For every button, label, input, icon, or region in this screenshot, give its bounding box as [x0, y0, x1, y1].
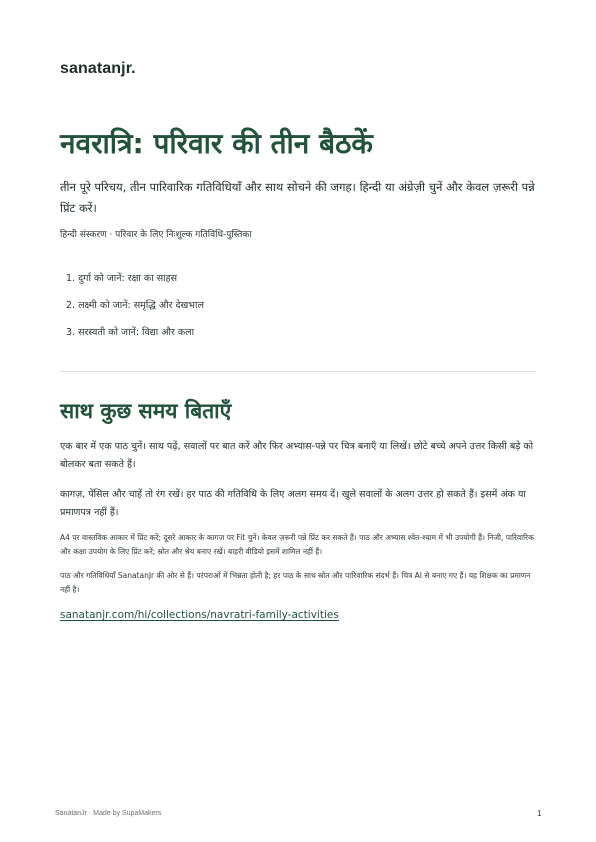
collection-link[interactable]: sanatanjr.com/hi/collections/navratri-family-activities — [60, 609, 339, 621]
print-note: A4 पर वास्तविक आकार में प्रिंट करें; दूसरे आकार के कागज़ पर Fit चुनें। केवल ज़रूरी पन्ने प्रिंट कर सकते हैं। पाठ और अभ्यास श्वेत-श्याम में भी उपयोगी हैं। निजी, पारिवारिक और कक्षा उपयोग के लिए प्रिंट करें; स्रोत और श्रेय बनाए रखें। बाहरी वीडियो इसमें शामिल नहीं हैं। — [60, 533, 534, 556]
section-title: साथ कुछ समय बिताएँ — [60, 399, 232, 423]
page-title: नवरात्रि: परिवार की तीन बैठकें — [60, 127, 373, 160]
intro-paragraph: तीन पूरे परिचय, तीन पारिवारिक गतिविधियाँ और साथ सोचने की जगह। हिन्दी या अंग्रेज़ी चुनें और केवल ज़रूरी पन्ने प्रिंट करें। — [60, 180, 535, 215]
toc-item-durga: 1. दुर्गा को जानें: रक्षा का साहस — [66, 273, 178, 284]
edition-label: हिन्दी संस्करण · परिवार के लिए निःशुल्क गतिविधि-पुस्तिका — [60, 230, 252, 240]
instructions-paragraph: एक बार में एक पाठ चुनें। साथ पढ़ें, सवालों पर बात करें और फिर अभ्यास-पन्ने पर चित्र बनाएँ या लिखें। छोटे बच्चे अपने उत्तर किसी बड़े को बोलकर बता सकते हैं। — [60, 441, 534, 470]
section-divider — [60, 371, 536, 372]
table-of-contents — [60, 272, 204, 353]
materials-paragraph: कागज़, पेंसिल और चाहें तो रंग रखें। हर पाठ की गतिविधि के लिए अलग समय दें। खुले सवालों के अलग उत्तर हो सकते हैं। इसमें अंक या प्रमाणपत्र नहीं हैं। — [60, 489, 526, 518]
toc-item-lakshmi: 2. लक्ष्मी को जानें: समृद्धि और देखभाल — [66, 300, 204, 311]
source-note: पाठ और गतिविधियाँ SanatanJr की ओर से हैं। परंपराओं में भिन्नता होती है; हर पाठ के साथ स्रोत और पारिवारिक संदर्भ हैं। चित्र AI से बनाए गए हैं। यह शिक्षक का प्रमाणन नहीं है। — [60, 571, 531, 594]
toc-item-saraswati: 3. सरस्वती को जानें: विद्या और कला — [66, 327, 195, 338]
brand-logo-text: sanatanjr. — [60, 60, 136, 77]
footer-credit: SanatanJr · Made by SupaMakers — [55, 810, 162, 817]
page-number: 1 — [537, 809, 542, 818]
